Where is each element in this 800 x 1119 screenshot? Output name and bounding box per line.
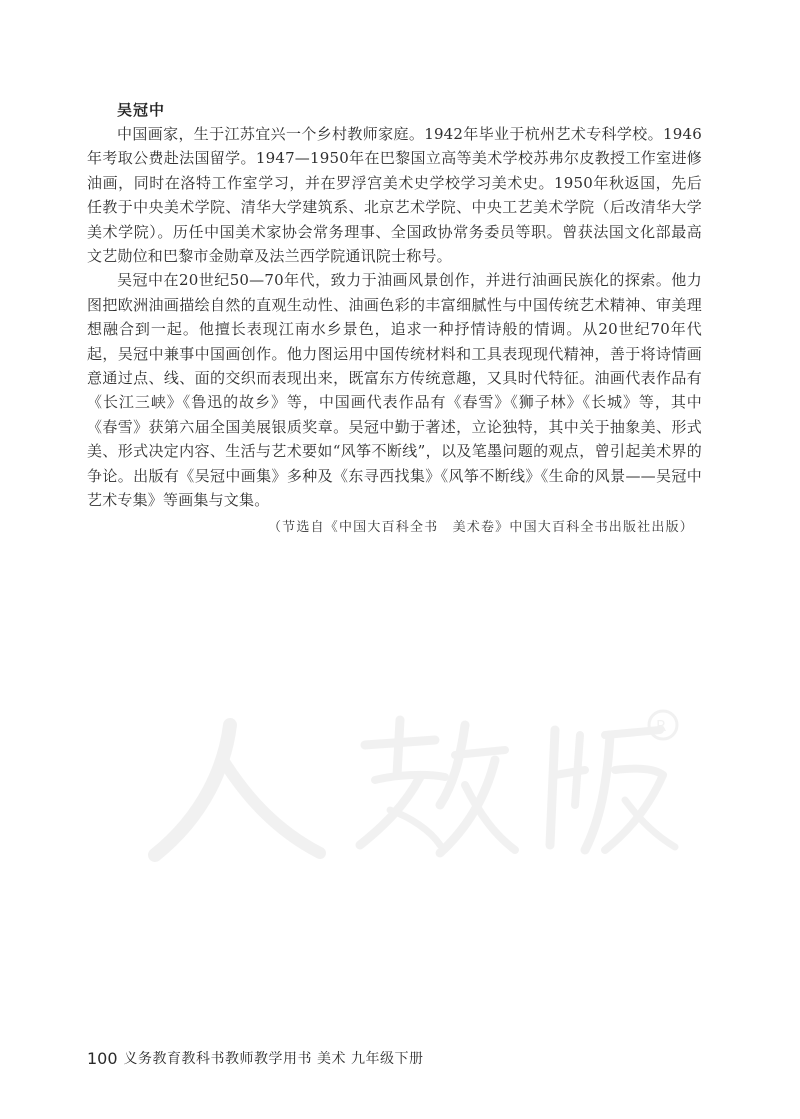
biography-paragraph: 中国画家，生于江苏宜兴一个乡村教师家庭。1942年毕业于杭州艺术专科学校。1946年考取公费赴法国留学。1947—1950年在巴黎国立高等美术学校苏弗尔皮教授工作室进修油画，同时在洛特工作室学习，并在罗浮宫美术史学校学习美术史。1950年秋返国，先后任教于中央美术学院、清华大学建筑系、北京艺术学院、中央工艺美术学院（后改清华大学美术学院）。历任中国美术家协会常务理事、全国政协常务委员等职。曾获法国文化部最高文艺勋位和巴黎市金勋章及法兰西学院通讯院士称号。 xyxy=(87,125,702,266)
publisher-watermark-logo xyxy=(135,705,695,865)
page-footer xyxy=(87,1046,687,1070)
page-number: 100 xyxy=(87,1048,118,1068)
article-body xyxy=(87,98,702,539)
article-heading: 吴冠中 xyxy=(117,101,166,119)
book-title: 义务教育教科书教师教学用书 美术 九年级下册 xyxy=(123,1051,424,1067)
svg-text:R: R xyxy=(656,717,667,735)
artistic-career-paragraph: 吴冠中在20世纪50—70年代，致力于油画风景创作，并进行油画民族化的探索。他力图把欧洲油画描绘自然的直观生动性、油画色彩的丰富细腻性与中国传统艺术精神、审美理想融合到一起。他擅长表现江南水乡景色，追求一种抒情诗般的情调。从20世纪70年代起，吴冠中兼事中国画创作。他力图运用中国传统材料和工具表现现代精神，善于将诗情画意通过点、线、面的交织而表现出来，既富东方传统意趣，又具时代特征。油画代表作品有《长江三峡》《鲁迅的故乡》等，中国画代表作品有《春雪》《狮子林》《长城》等，其中《春雪》获第六届全国美展银质奖章。吴冠中勤于著述，立论独特，其中关于抽象美、形式美、形式决定内容、生活与艺术要如“风筝不断线”，以及笔墨问题的观点，曾引起美术界的争论。出版有《吴冠中画集》多种及《东寻西找集》《风筝不断线》《生命的风景——吴冠中艺术专集》等画集与文集。 xyxy=(87,271,702,510)
source-citation: （节选自《中国大百科全书 美术卷》中国大百科全书出版社出版） xyxy=(267,519,694,535)
